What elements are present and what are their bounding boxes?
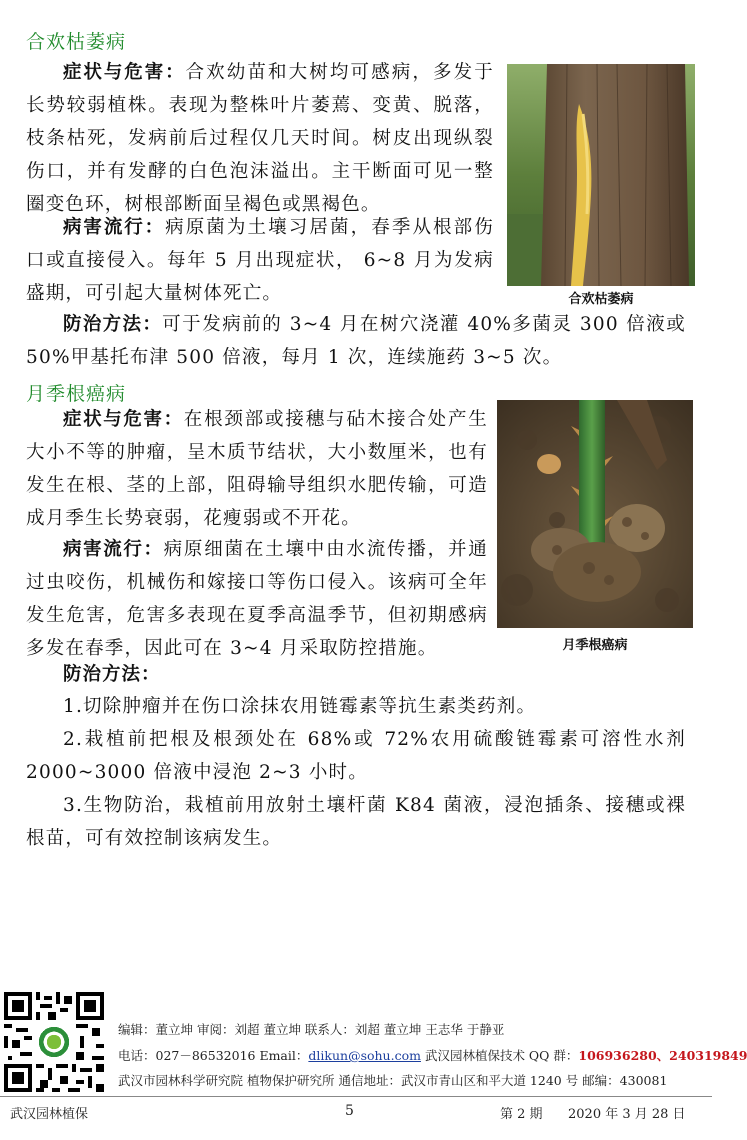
footer-email-link[interactable]: dlikun@sohu.com bbox=[308, 1048, 421, 1063]
issue-date: 2020 年 3 月 28 日 bbox=[568, 1107, 686, 1122]
qr-code bbox=[0, 988, 108, 1096]
footer-contact bbox=[118, 1046, 747, 1064]
rose-epidemic-paragraph bbox=[26, 533, 488, 665]
rose-control-heading bbox=[26, 658, 686, 691]
issue-number: 第 2 期 bbox=[500, 1107, 543, 1122]
albizia-control-paragraph bbox=[26, 308, 686, 374]
albizia-symptom-label: 症状与危害： bbox=[63, 62, 186, 83]
section-title-albizia-wilt: 合欢枯萎病 bbox=[26, 31, 127, 53]
rose-symptom-text: 在根颈部或接穗与砧木接合处产生大小不等的肿瘤，呈木质节结状，大小数厘米，也有发生在根、茎的上部，阻碍输导组织水肥传输，可造成月季生长势衰弱，花瘦弱或不开花。 bbox=[26, 409, 488, 529]
albizia-control-label: 防治方法： bbox=[63, 314, 163, 335]
rose-control-label: 防治方法： bbox=[63, 664, 161, 685]
albizia-control-text: 可于发病前的 3~4 月在树穴浇灌 40%多菌灵 300 倍液或 50%甲基托布津 500 倍液，每月 1 次，连续施药 3~5 次。 bbox=[26, 314, 686, 368]
rose-photo-caption: 月季根癌病 bbox=[562, 638, 628, 653]
albizia-epidemic-text: 病原菌为土壤习居菌，春季从根部伤口或直接侵入。每年 5 月出现症状， 6~8 月为发病盛期，可引起大量树体死亡。 bbox=[26, 217, 494, 304]
footer-phone: 电话：027－86532016 Email： bbox=[118, 1048, 309, 1063]
rose-symptom-label: 症状与危害： bbox=[63, 409, 184, 430]
footer-editors: 编辑：董立坤 审阅：刘超 董立坤 联系人：刘超 董立坤 王志华 于静亚 bbox=[118, 1022, 505, 1037]
albizia-epidemic-label: 病害流行： bbox=[63, 217, 166, 238]
albizia-symptom-text: 合欢幼苗和大树均可感病，多发于长势较弱植株。表现为整株叶片萎蔫、变黄、脱落，枝条枯死，发病前后过程仅几天时间。树皮出现纵裂伤口，并有发酵的白色泡沫溢出。主干断面可见一整圈变色环，树根部断面呈褐色或黑褐色。 bbox=[26, 62, 494, 215]
rose-symptom-paragraph bbox=[26, 403, 488, 535]
rose-crown-gall-photo bbox=[497, 400, 693, 628]
footer-address: 武汉市园林科学研究院 植物保护研究所 通信地址：武汉市青山区和平大道 1240 号 邮编：430081 bbox=[118, 1073, 668, 1088]
albizia-photo-caption: 合欢枯萎病 bbox=[568, 292, 634, 307]
footer-qq-label: 武汉园林植保技术 QQ 群： bbox=[420, 1048, 579, 1063]
rose-control-item-3: 3.生物防治，栽植前用放射土壤杆菌 K84 菌液，浸泡插条、接穗或裸根苗，可有效控制该病发生。 bbox=[26, 795, 686, 849]
footer-divider bbox=[0, 1096, 712, 1097]
footer-qq-groups: 106936280、240319849 bbox=[578, 1048, 747, 1063]
albizia-symptom-paragraph bbox=[26, 56, 494, 221]
rose-epidemic-label: 病害流行： bbox=[63, 539, 164, 560]
rose-control-item-1: 1.切除肿瘤并在伤口涂抹农用链霉素等抗生素类药剂。 bbox=[63, 696, 537, 717]
albizia-wilt-photo bbox=[507, 64, 695, 286]
footer-brand: 武汉园林植保 bbox=[10, 1107, 89, 1122]
rose-control-item-2: 2.栽植前把根及根颈处在 68%或 72%农用硫酸链霉素可溶性水剂 2000~3000 倍液中浸泡 2~3 小时。 bbox=[26, 729, 686, 783]
section-title-rose-crown-gall: 月季根癌病 bbox=[26, 383, 127, 405]
albizia-epidemic-paragraph bbox=[26, 211, 494, 310]
page-number: 5 bbox=[345, 1103, 354, 1119]
rose-epidemic-text: 病原细菌在土壤中由水流传播，并通过虫咬伤，机械伤和嫁接口等伤口侵入。该病可全年发生危害，危害多表现在夏季高温季节，但初期感病多发在春季，因此可在 3~4 月采取防控措施。 bbox=[26, 539, 488, 659]
